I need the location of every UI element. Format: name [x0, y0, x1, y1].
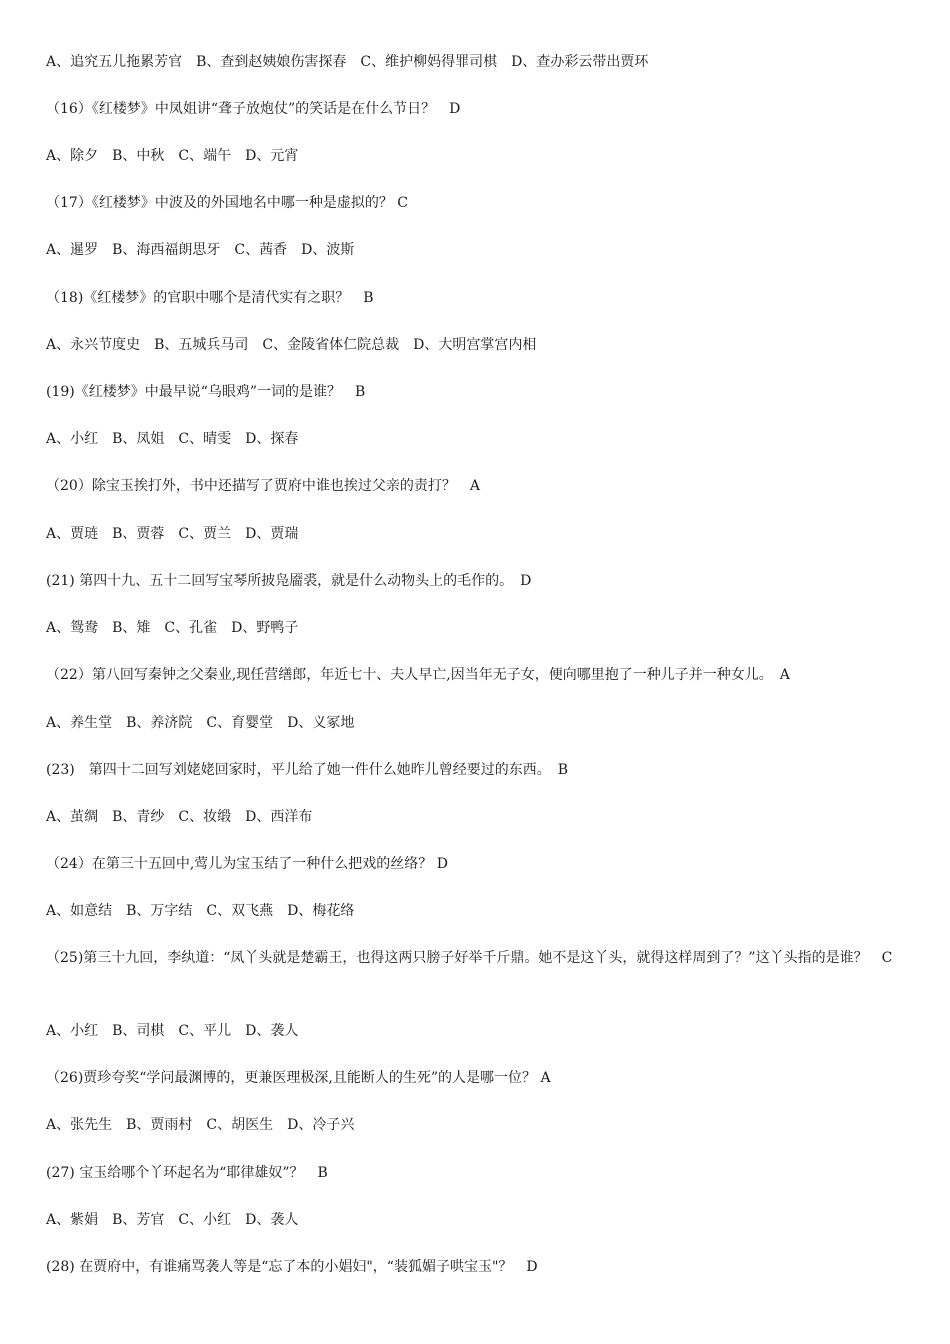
answer-options: A、紫娟 B、芳官 C、小红 D、袭人 [46, 1212, 299, 1228]
question-19: (19)《红楼梦》中最早说“乌眼鸡”一词的是谁？ B [46, 384, 366, 400]
question-25: （25)第三十九回，李纨道：“凤丫头就是楚霸王，也得这两只膀子好举千斤鼎。她不是这丫头，就得这样周到了？”这丫头指的是谁？ C [46, 950, 893, 966]
answer-options: A、小红 B、司棋 C、平儿 D、袭人 [46, 1023, 299, 1039]
question-18: （18)《红楼梦》的官职中哪个是清代实有之职？ B [46, 290, 374, 306]
question-17: （17）《红楼梦》中波及的外国地名中哪一种是虚拟的？ C [46, 195, 408, 211]
answer-options: A、茧绸 B、青纱 C、妆缎 D、西洋布 [46, 809, 313, 825]
question-22: （22）第八回写秦钟之父秦业,现任营缮郎，年近七十、夫人早亡,因当年无子女，便向哪里抱了一种儿子并一种女儿。 A [46, 667, 790, 683]
question-24: （24）在第三十五回中,莺儿为宝玉结了一种什么把戏的丝络？ D [46, 856, 448, 872]
question-16: （16）《红楼梦》中凤姐讲“聋子放炮仗”的笑话是在什么节日？ D [46, 101, 461, 117]
question-21: (21) 第四十九、五十二回写宝琴所披凫靥裘，就是什么动物头上的毛作的。 D [46, 573, 532, 589]
answer-options: A、如意结 B、万字结 C、双飞燕 D、梅花络 [46, 903, 355, 919]
answer-options: A、暹罗 B、海西福朗思牙 C、茜香 D、波斯 [46, 242, 355, 258]
answer-options: A、永兴节度史 B、五城兵马司 C、金陵省体仁院总裁 D、大明宫掌宫内相 [46, 337, 537, 353]
question-26: （26)贾珍夸奖“学问最渊博的，更兼医理极深,且能断人的生死”的人是哪一位？ A [46, 1070, 551, 1086]
question-23: (23) 第四十二回写刘姥姥回家时，平儿给了她一件什么她昨儿曾经要过的东西。 B [46, 762, 569, 778]
answer-options: A、贾琏 B、贾蓉 C、贾兰 D、贾瑞 [46, 526, 299, 542]
question-27: (27) 宝玉给哪个丫环起名为“耶律雄奴”？ B [46, 1165, 328, 1181]
question-20: （20）除宝玉挨打外，书中还描写了贾府中谁也挨过父亲的责打？ A [46, 478, 480, 494]
answer-options: A、追究五儿拖累芳官 B、查到赵姨娘伤害探春 C、维护柳妈得罪司棋 D、查办彩云带出贾环 [46, 54, 649, 70]
answer-options: A、小红 B、凤姐 C、晴雯 D、探春 [46, 431, 299, 447]
question-28: (28) 在贾府中，有谁痛骂袭人等是“忘了本的小娼妇"，“装狐媚子哄宝玉"？ D [46, 1259, 538, 1275]
answer-options: A、除夕 B、中秋 C、端午 D、元宵 [46, 148, 299, 164]
answer-options: A、养生堂 B、养济院 C、育婴堂 D、义冢地 [46, 715, 355, 731]
answer-options: A、张先生 B、贾雨村 C、胡医生 D、冷子兴 [46, 1117, 355, 1133]
answer-options: A、鸳鸯 B、雉 C、孔雀 D、野鸭子 [46, 620, 299, 636]
